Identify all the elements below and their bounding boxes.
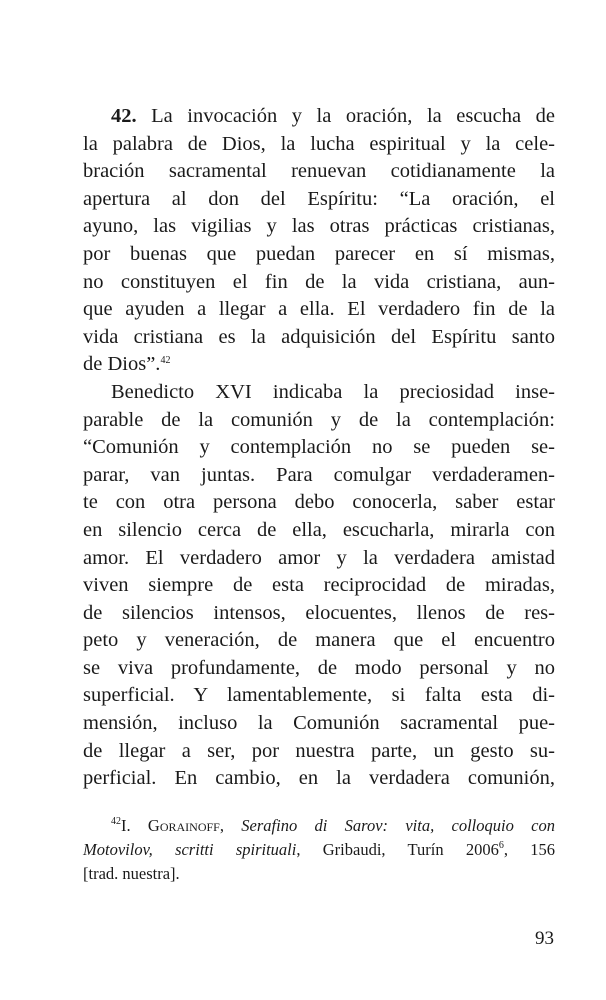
text-line: por buenas que puedan parecer en sí mismas,: [83, 242, 555, 265]
text-line: apertura al don del Espíritu: “La oración, el: [83, 187, 555, 210]
text-line: amor. El verdadero amor y la verdadera amistad: [83, 546, 555, 569]
text-line: Benedicto XVI indicaba la preciosidad inse-: [111, 380, 555, 403]
text-line: en silencio cerca de ella, escucharla, mirarla con: [83, 518, 555, 541]
text-line: que ayuden a llegar a ella. El verdadero fin de la: [83, 298, 555, 321]
text-line: “Comunión y contemplación no se pueden se-: [83, 436, 555, 459]
text-line: se viva profundamente, de modo personal y no: [83, 656, 555, 679]
footnote-edition: 6: [498, 840, 504, 851]
page-number: 93: [535, 928, 554, 949]
footnote-pages: , 156: [503, 840, 556, 859]
footnote-line: [83, 862, 555, 886]
footnote: [83, 814, 555, 886]
footnote-line: [83, 814, 555, 838]
body-text: [83, 103, 555, 793]
footnote-author: I. Gorainoff: [121, 816, 220, 835]
text-line: de silencios intensos, elocuentes, llenos de res-: [83, 601, 555, 624]
paragraph-number: 42.: [111, 105, 137, 127]
footnote-note: [trad. nuestra].: [83, 864, 180, 883]
text-line: peto y veneración, de manera que el encuentro: [83, 629, 555, 652]
footnote-title-cont: Motovilov, scritti spirituali: [83, 840, 297, 859]
footnote-title: Serafino di Sarov: vita, colloquio con: [241, 816, 555, 835]
text-line: de llegar a ser, por nuestra parte, un gesto su-: [83, 739, 555, 762]
text-line: no constituyen el fin de la vida cristiana, aun-: [83, 270, 555, 293]
text-line: vida cristiana es la adquisición del Espíritu santo: [83, 325, 555, 348]
text-line: viven siempre de esta reciprocidad de miradas,: [83, 574, 555, 597]
paragraph-42-line: 42. La invocación y la oración, la escucha de: [111, 105, 555, 127]
footnote-line: [83, 838, 555, 862]
text-line: te con otra persona debo conocerla, saber estar: [83, 491, 555, 514]
paragraph-42-line: de Dios”.$^{42}$: [83, 353, 171, 376]
text-line: parable de la comunión y de la contemplación:: [83, 408, 555, 431]
text-line: superficial. Y lamentablemente, si falta esta di-: [83, 684, 555, 707]
text-line: parar, van juntas. Para comulgar verdaderamen-: [83, 463, 555, 486]
footnote-publisher: , Gribaudi, Turín 2006: [296, 840, 499, 859]
footnote-ref: 42: [160, 355, 171, 367]
text-line: mensión, incluso la Comunión sacramental pue-: [83, 712, 555, 735]
comma: ,: [219, 816, 242, 835]
text-line: la palabra de Dios, la lucha espiritual y la cele-: [83, 132, 555, 155]
text-line: bración sacramental renuevan cotidianamente la: [83, 160, 555, 183]
footnote-number: 42: [111, 816, 121, 827]
text-line: ayuno, las vigilias y las otras prácticas cristianas,: [83, 215, 555, 238]
text-line: perficial. En cambio, en la verdadera comunión,: [83, 767, 555, 790]
